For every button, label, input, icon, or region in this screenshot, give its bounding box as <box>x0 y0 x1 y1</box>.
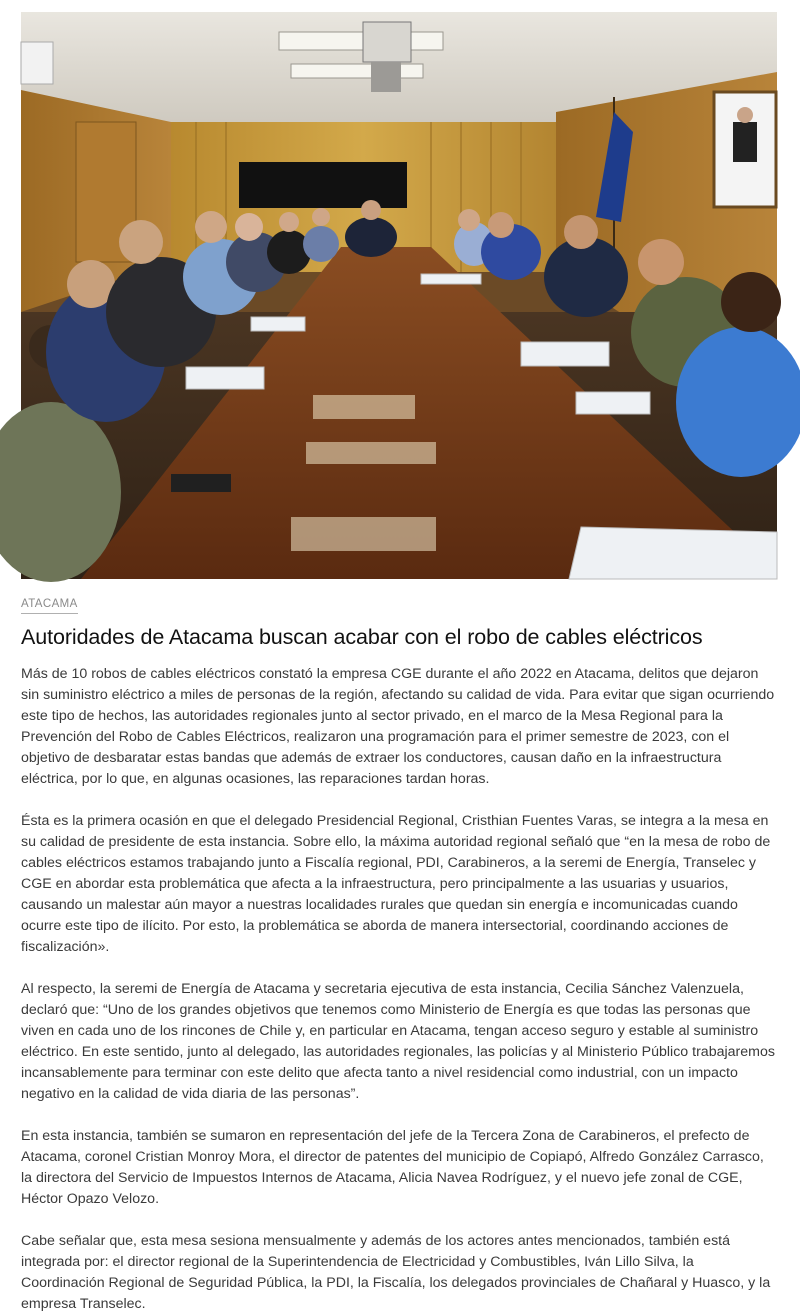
meeting-room-illustration <box>21 12 777 579</box>
article-paragraph: Más de 10 robos de cables eléctricos constató la empresa CGE durante el año 2022 en Atacama, delitos que dejaron sin suministro eléctrico a miles de personas de la región, afectando su calidad de vida. Para evitar que sigan ocurriendo este tipo de hechos, las autoridades regionales junto al sector privado, en el marco de la Mesa Regional para la Prevención del Robo de Cables Eléctricos, realizaron una programación para el primer semestre de 2023, con el objetivo de desbaratar estas bandas que además de extraer los conductores, causan daño en la infraestructura eléctrica, por lo que, en algunas ocasiones, las reparaciones tardan horas. <box>21 666 775 787</box>
article-paragraph: Al respecto, la seremi de Energía de Atacama y secretaria ejecutiva de esta instancia, Cecilia Sánchez Valenzuela, declaró que: “Uno de los grandes objetivos que tenemos como Ministerio de Energía es que todas las personas que viven en cada uno de los rincones de Chile y, en particular en Atacama, tengan acceso seguro y estable al suministro eléctrico. En este sentido, junto al delegado, las autoridades regionales, las policías y al Ministerio Público trabajaremos incansablemente para terminar con este delito que afecta tanto a nivel residencial como industrial, con un impacto negativo en la calidad de vida diaria de las personas”. <box>21 981 775 1102</box>
article-paragraph: Cabe señalar que, esta mesa sesiona mensualmente y además de los actores antes mencionados, también está integrada por: el director regional de la Superintendencia de Electricidad y Combustibles, Iván Lillo Silva, la Coordinación Regional de Seguridad Pública, la PDI, la Fiscalía, los delegados provinciales de Chañaral y Huasco, y la empresa Transelec. <box>21 1233 771 1312</box>
article-title: Autoridades de Atacama buscan acabar con el robo de cables eléctricos <box>21 625 703 649</box>
article-body <box>21 664 777 1315</box>
category-link[interactable]: ATACAMA <box>21 597 78 614</box>
article <box>21 0 777 1315</box>
article-paragraph: Ésta es la primera ocasión en que el delegado Presidencial Regional, Cristhian Fuentes Varas, se integra a la mesa en su calidad de presidente de esta instancia. Sobre ello, la máxima autoridad regional señaló que “en la mesa de robo de cables eléctricos estamos trabajando junto a Fiscalía regional, PDI, Carabineros, a la seremi de Energía, Transelec y CGE en abordar esta problemática que afecta a la infraestructura, pero principalmente a las usuarias y usuarios, causando un malestar aún mayor a nuestras localidades rurales que quedan sin energía e incomunicadas cuando ocurre este tipo de ilícito. Por esto, la problemática se aborda de manera intersectorial, coordinando acciones de fiscalización». <box>21 813 771 955</box>
article-paragraph: En esta instancia, también se sumaron en representación del jefe de la Tercera Zona de Carabineros, el prefecto de Atacama, coronel Cristian Monroy Mora, el director de patentes del municipio de Copiapó, Alfredo González Carrasco, la directora del Servicio de Impuestos Internos de Atacama, Alicia Navea Rodríguez, y el nuevo jefe zonal de CGE, Héctor Opazo Velozo. <box>21 1128 764 1207</box>
article-photo <box>21 12 777 579</box>
